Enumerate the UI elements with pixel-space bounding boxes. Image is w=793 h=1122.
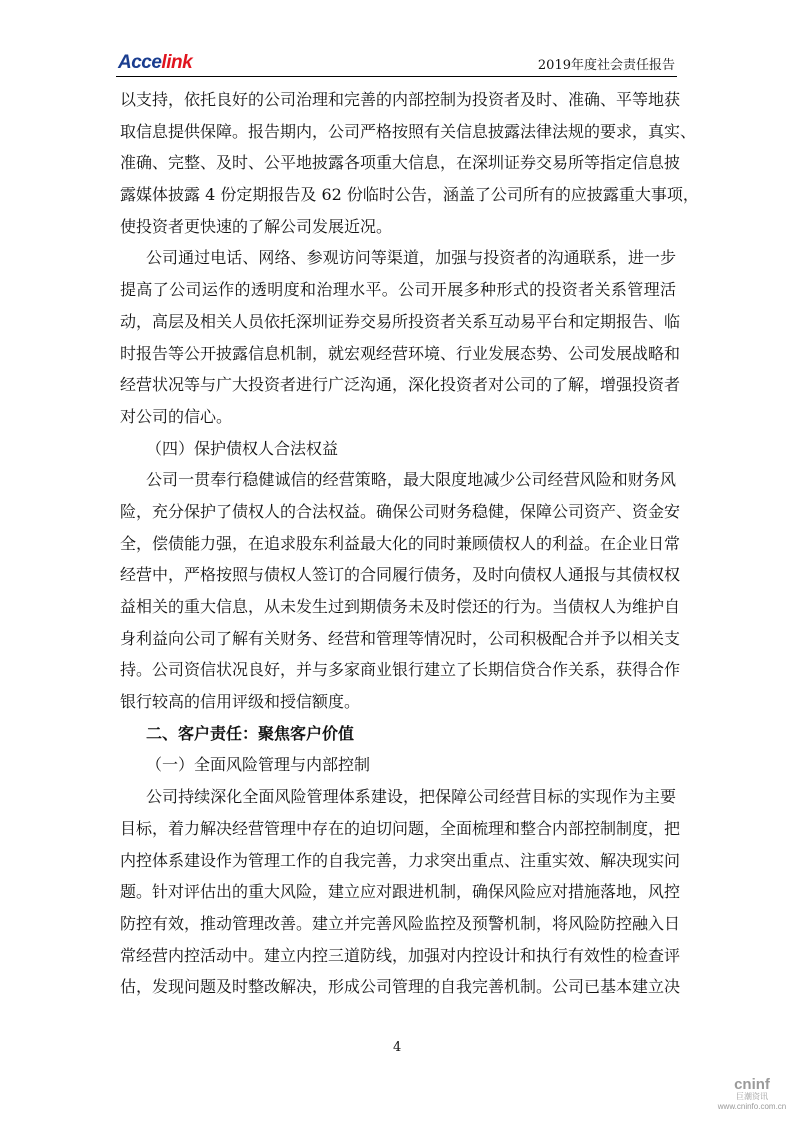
subsection-heading: （四）保护债权人合法权益 xyxy=(146,438,339,458)
text-line: 银行较高的信用评级和授信额度。 xyxy=(120,692,361,712)
header-divider xyxy=(116,76,677,77)
text-line: 估，发现问题及时整改解决，形成公司管理的自我完善机制。公司已基本建立决 xyxy=(120,977,681,997)
text-line: 防控有效，推动管理改善。建立并完善风险监控及预警机制，将风险防控融入日 xyxy=(120,913,681,933)
text-line: 目标，着力解决经营管理中存在的迫切问题，全面梳理和整合内部控制制度，把 xyxy=(120,818,681,838)
text-line: 题。针对评估出的重大风险，建立应对跟进机制，确保风险应对措施落地，风控 xyxy=(120,882,681,902)
text-line: 经营中，严格按照与债权人签订的合同履行债务，及时向债权人通报与其债权权 xyxy=(120,565,681,585)
text-line: 险，充分保护了债权人的合法权益。确保公司财务稳健，保障公司资产、资金安 xyxy=(120,501,681,521)
watermark-url: www.cninfo.com.cn xyxy=(717,1102,787,1111)
watermark-brand: cninf xyxy=(734,1076,770,1093)
report-title: 2019年度社会责任报告 xyxy=(537,58,675,73)
page-number: 4 xyxy=(393,1040,402,1055)
text-line: 常经营内控活动中。建立内控三道防线，加强对内控设计和执行有效性的检查评 xyxy=(120,945,681,965)
text-line: 提高了公司运作的透明度和治理水平。公司开展多种形式的投资者关系管理活 xyxy=(120,280,676,300)
text-line: 公司持续深化全面风险管理体系建设，把保障公司经营目标的实现作为主要 xyxy=(146,787,676,807)
text-line: 公司通过电话、网络、参观访问等渠道，加强与投资者的沟通联系，进一步 xyxy=(146,248,676,268)
logo-text-blue: Acce xyxy=(118,52,162,73)
text-line: 对公司的信心。 xyxy=(120,406,233,426)
text-line: 时报告等公开披露信息机制，就宏观经营环境、行业发展态势、公司发展战略和 xyxy=(120,343,681,363)
text-line: 公司一贯奉行稳健诚信的经营策略，最大限度地减少公司经营风险和财务风 xyxy=(146,470,676,490)
logo-text-red: link xyxy=(161,52,193,73)
text-line: 益相关的重大信息，从未发生过到期债务未及时偿还的行为。当债权人为维护自 xyxy=(120,597,681,616)
text-line: 身利益向公司了解有关财务、经营和管理等情况时，公司积极配合并予以相关支 xyxy=(120,628,681,648)
text-line: 准确、完整、及时、公平地披露各项重大信息，在深圳证券交易所等指定信息披 xyxy=(120,153,681,173)
text-line: 全，偿债能力强，在追求股东利益最大化的同时兼顾债权人的利益。在企业日常 xyxy=(120,533,681,553)
watermark-cn: 巨潮资讯 xyxy=(736,1092,768,1101)
text-line: 动，高层及相关人员依托深圳证券交易所投资者关系互动易平台和定期报告、临 xyxy=(120,311,681,331)
subsection-heading: （一）全面风险管理与内部控制 xyxy=(146,755,371,775)
text-line: 取信息提供保障。报告期内，公司严格按照有关信息披露法律法规的要求，真实、 xyxy=(120,121,697,141)
cninfo-watermark xyxy=(712,1077,792,1111)
text-line: 以支持，依托良好的公司治理和完善的内部控制为投资者及时、准确、平等地获 xyxy=(120,90,681,109)
text-line: 使投资者更快速的了解公司发展近况。 xyxy=(120,216,393,236)
text-line: 经营状况等与广大投资者进行广泛沟通，深化投资者对公司的了解，增强投资者 xyxy=(120,375,681,395)
text-line: 持。公司资信状况良好，并与多家商业银行建立了长期信贷合作关系，获得合作 xyxy=(120,660,681,680)
section-heading: 二、客户责任：聚焦客户价值 xyxy=(146,723,355,743)
document-body xyxy=(120,84,699,1003)
text-line: 内控体系建设作为管理工作的自我完善，力求突出重点、注重实效、解决现实问 xyxy=(120,850,681,870)
text-line: 露媒体披露 4 份定期报告及 62 份临时公告，涵盖了公司所有的应披露重大事项， xyxy=(120,185,699,205)
accelink-logo xyxy=(118,52,192,74)
